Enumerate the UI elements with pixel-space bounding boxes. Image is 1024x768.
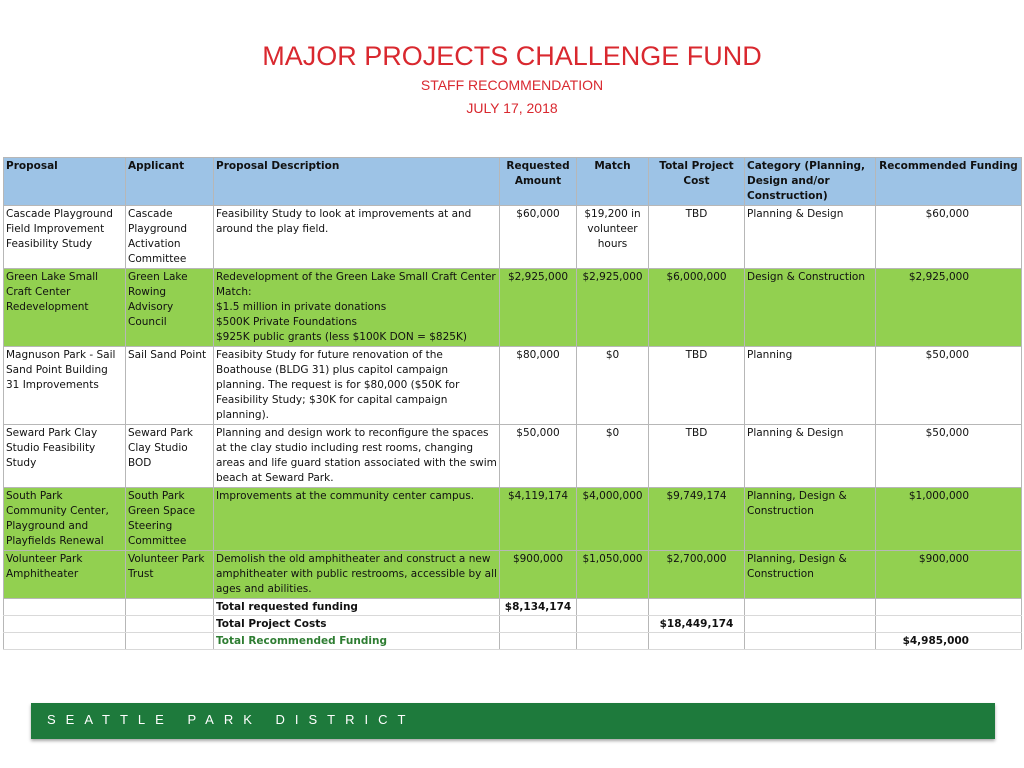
- cell-proposal: Volunteer Park Amphitheater: [4, 551, 126, 599]
- column-header-match: Match: [577, 158, 649, 206]
- cell-total-cost: $2,700,000: [649, 551, 745, 599]
- column-header-proposal: Proposal: [4, 158, 126, 206]
- description-line: Improvements at the community center campus.: [216, 490, 475, 502]
- cell-description: [214, 425, 500, 488]
- description-line: $1.5 million in private donations: [216, 301, 387, 313]
- description-line: Redevelopment of the Green Lake Small Craft Center: [216, 271, 496, 283]
- cell-category: Planning: [745, 347, 876, 425]
- column-header-category: Category (Planning, Design and/or Construction): [745, 158, 876, 206]
- description-line: Demolish the old amphitheater and construct a new amphitheater with public restrooms, accessible by all ages and abilities.: [216, 553, 497, 595]
- cell-recommended: $50,000: [876, 425, 1022, 488]
- cell-recommended: $60,000: [876, 206, 1022, 269]
- cell-description: [214, 488, 500, 551]
- cell-description: [214, 206, 500, 269]
- page-title: MAJOR PROJECTS CHALLENGE FUND: [262, 41, 762, 71]
- cell-category: Planning & Design: [745, 206, 876, 269]
- column-header-applicant: Applicant: [126, 158, 214, 206]
- description-line: $500K Private Foundations: [216, 316, 357, 328]
- cell-requested: $900,000: [500, 551, 577, 599]
- cell-applicant: Cascade Playground Activation Committee: [126, 206, 214, 269]
- total-recommended-label: Total Recommended Funding: [214, 633, 500, 650]
- cell-category: Planning, Design & Construction: [745, 551, 876, 599]
- cell-match: $2,925,000: [577, 269, 649, 347]
- total-cost-value: $18,449,174: [649, 616, 745, 633]
- cell-applicant: South Park Green Space Steering Committee: [126, 488, 214, 551]
- cell-proposal: South Park Community Center, Playground and Playfields Renewal: [4, 488, 126, 551]
- cell-match: $0: [577, 347, 649, 425]
- description-line: Feasibity Study for future renovation of the Boathouse (BLDG 31) plus capitol campaign planning. The request is for $80,000 ($50K for Feasibility Study; $30K for capital campaign planning).: [216, 349, 460, 421]
- cell-total-cost: TBD: [649, 206, 745, 269]
- cell-total-cost: $6,000,000: [649, 269, 745, 347]
- cell-match: $19,200 in volunteer hours: [577, 206, 649, 269]
- table-row: [4, 551, 1022, 599]
- table-row: [4, 269, 1022, 347]
- page-date: JULY 17, 2018: [466, 100, 558, 116]
- table-row: [4, 347, 1022, 425]
- cell-recommended: $1,000,000: [876, 488, 1022, 551]
- total-recommended-row: [4, 633, 1022, 650]
- column-header-total-cost: Total Project Cost: [649, 158, 745, 206]
- cell-requested: $2,925,000: [500, 269, 577, 347]
- description-line: Planning and design work to reconfigure the spaces at the clay studio including rest rooms, changing areas and life guard station associated with the swim beach at Seward Park.: [216, 427, 497, 484]
- cell-description: [214, 347, 500, 425]
- footer-organization-name: SEATTLE PARK DISTRICT: [47, 712, 416, 727]
- cell-applicant: Seward Park Clay Studio BOD: [126, 425, 214, 488]
- cell-description: [214, 551, 500, 599]
- description-line: Feasibility Study to look at improvements at and around the play field.: [216, 208, 472, 235]
- cell-total-cost: $9,749,174: [649, 488, 745, 551]
- cell-recommended: $50,000: [876, 347, 1022, 425]
- table-row: [4, 425, 1022, 488]
- table-row: [4, 488, 1022, 551]
- column-header-description: Proposal Description: [214, 158, 500, 206]
- cell-requested: $4,119,174: [500, 488, 577, 551]
- cell-proposal: Green Lake Small Craft Center Redevelopment: [4, 269, 126, 347]
- total-requested-label: Total requested funding: [214, 599, 500, 616]
- cell-proposal: Seward Park Clay Studio Feasibility Study: [4, 425, 126, 488]
- description-line: Match:: [216, 286, 252, 298]
- cell-requested: $50,000: [500, 425, 577, 488]
- table-row: [4, 206, 1022, 269]
- cell-total-cost: TBD: [649, 347, 745, 425]
- cell-match: $4,000,000: [577, 488, 649, 551]
- column-header-requested: Requested Amount: [500, 158, 577, 206]
- page-subtitle: STAFF RECOMMENDATION: [420, 77, 604, 93]
- table-header-row: [4, 158, 1022, 206]
- column-header-recommended: Recommended Funding: [876, 158, 1022, 206]
- cell-proposal: Cascade Playground Field Improvement Feasibility Study: [4, 206, 126, 269]
- total-requested-row: [4, 599, 1022, 616]
- cell-description: [214, 269, 500, 347]
- cell-category: Planning, Design & Construction: [745, 488, 876, 551]
- cell-requested: $80,000: [500, 347, 577, 425]
- projects-table: [3, 157, 1022, 650]
- cell-applicant: Sail Sand Point: [126, 347, 214, 425]
- cell-match: $1,050,000: [577, 551, 649, 599]
- total-cost-label: Total Project Costs: [214, 616, 500, 633]
- cell-category: Design & Construction: [745, 269, 876, 347]
- cell-recommended: $2,925,000: [876, 269, 1022, 347]
- cell-requested: $60,000: [500, 206, 577, 269]
- cell-recommended: $900,000: [876, 551, 1022, 599]
- cell-applicant: Volunteer Park Trust: [126, 551, 214, 599]
- footer-banner: [31, 703, 995, 739]
- cell-category: Planning & Design: [745, 425, 876, 488]
- total-cost-row: [4, 616, 1022, 633]
- description-line: $925K public grants (less $100K DON = $825K): [216, 331, 467, 343]
- total-requested-value: $8,134,174: [500, 599, 577, 616]
- cell-applicant: Green Lake Rowing Advisory Council: [126, 269, 214, 347]
- cell-proposal: Magnuson Park - Sail Sand Point Building 31 Improvements: [4, 347, 126, 425]
- total-recommended-value: $4,985,000: [876, 633, 1022, 650]
- cell-match: $0: [577, 425, 649, 488]
- cell-total-cost: TBD: [649, 425, 745, 488]
